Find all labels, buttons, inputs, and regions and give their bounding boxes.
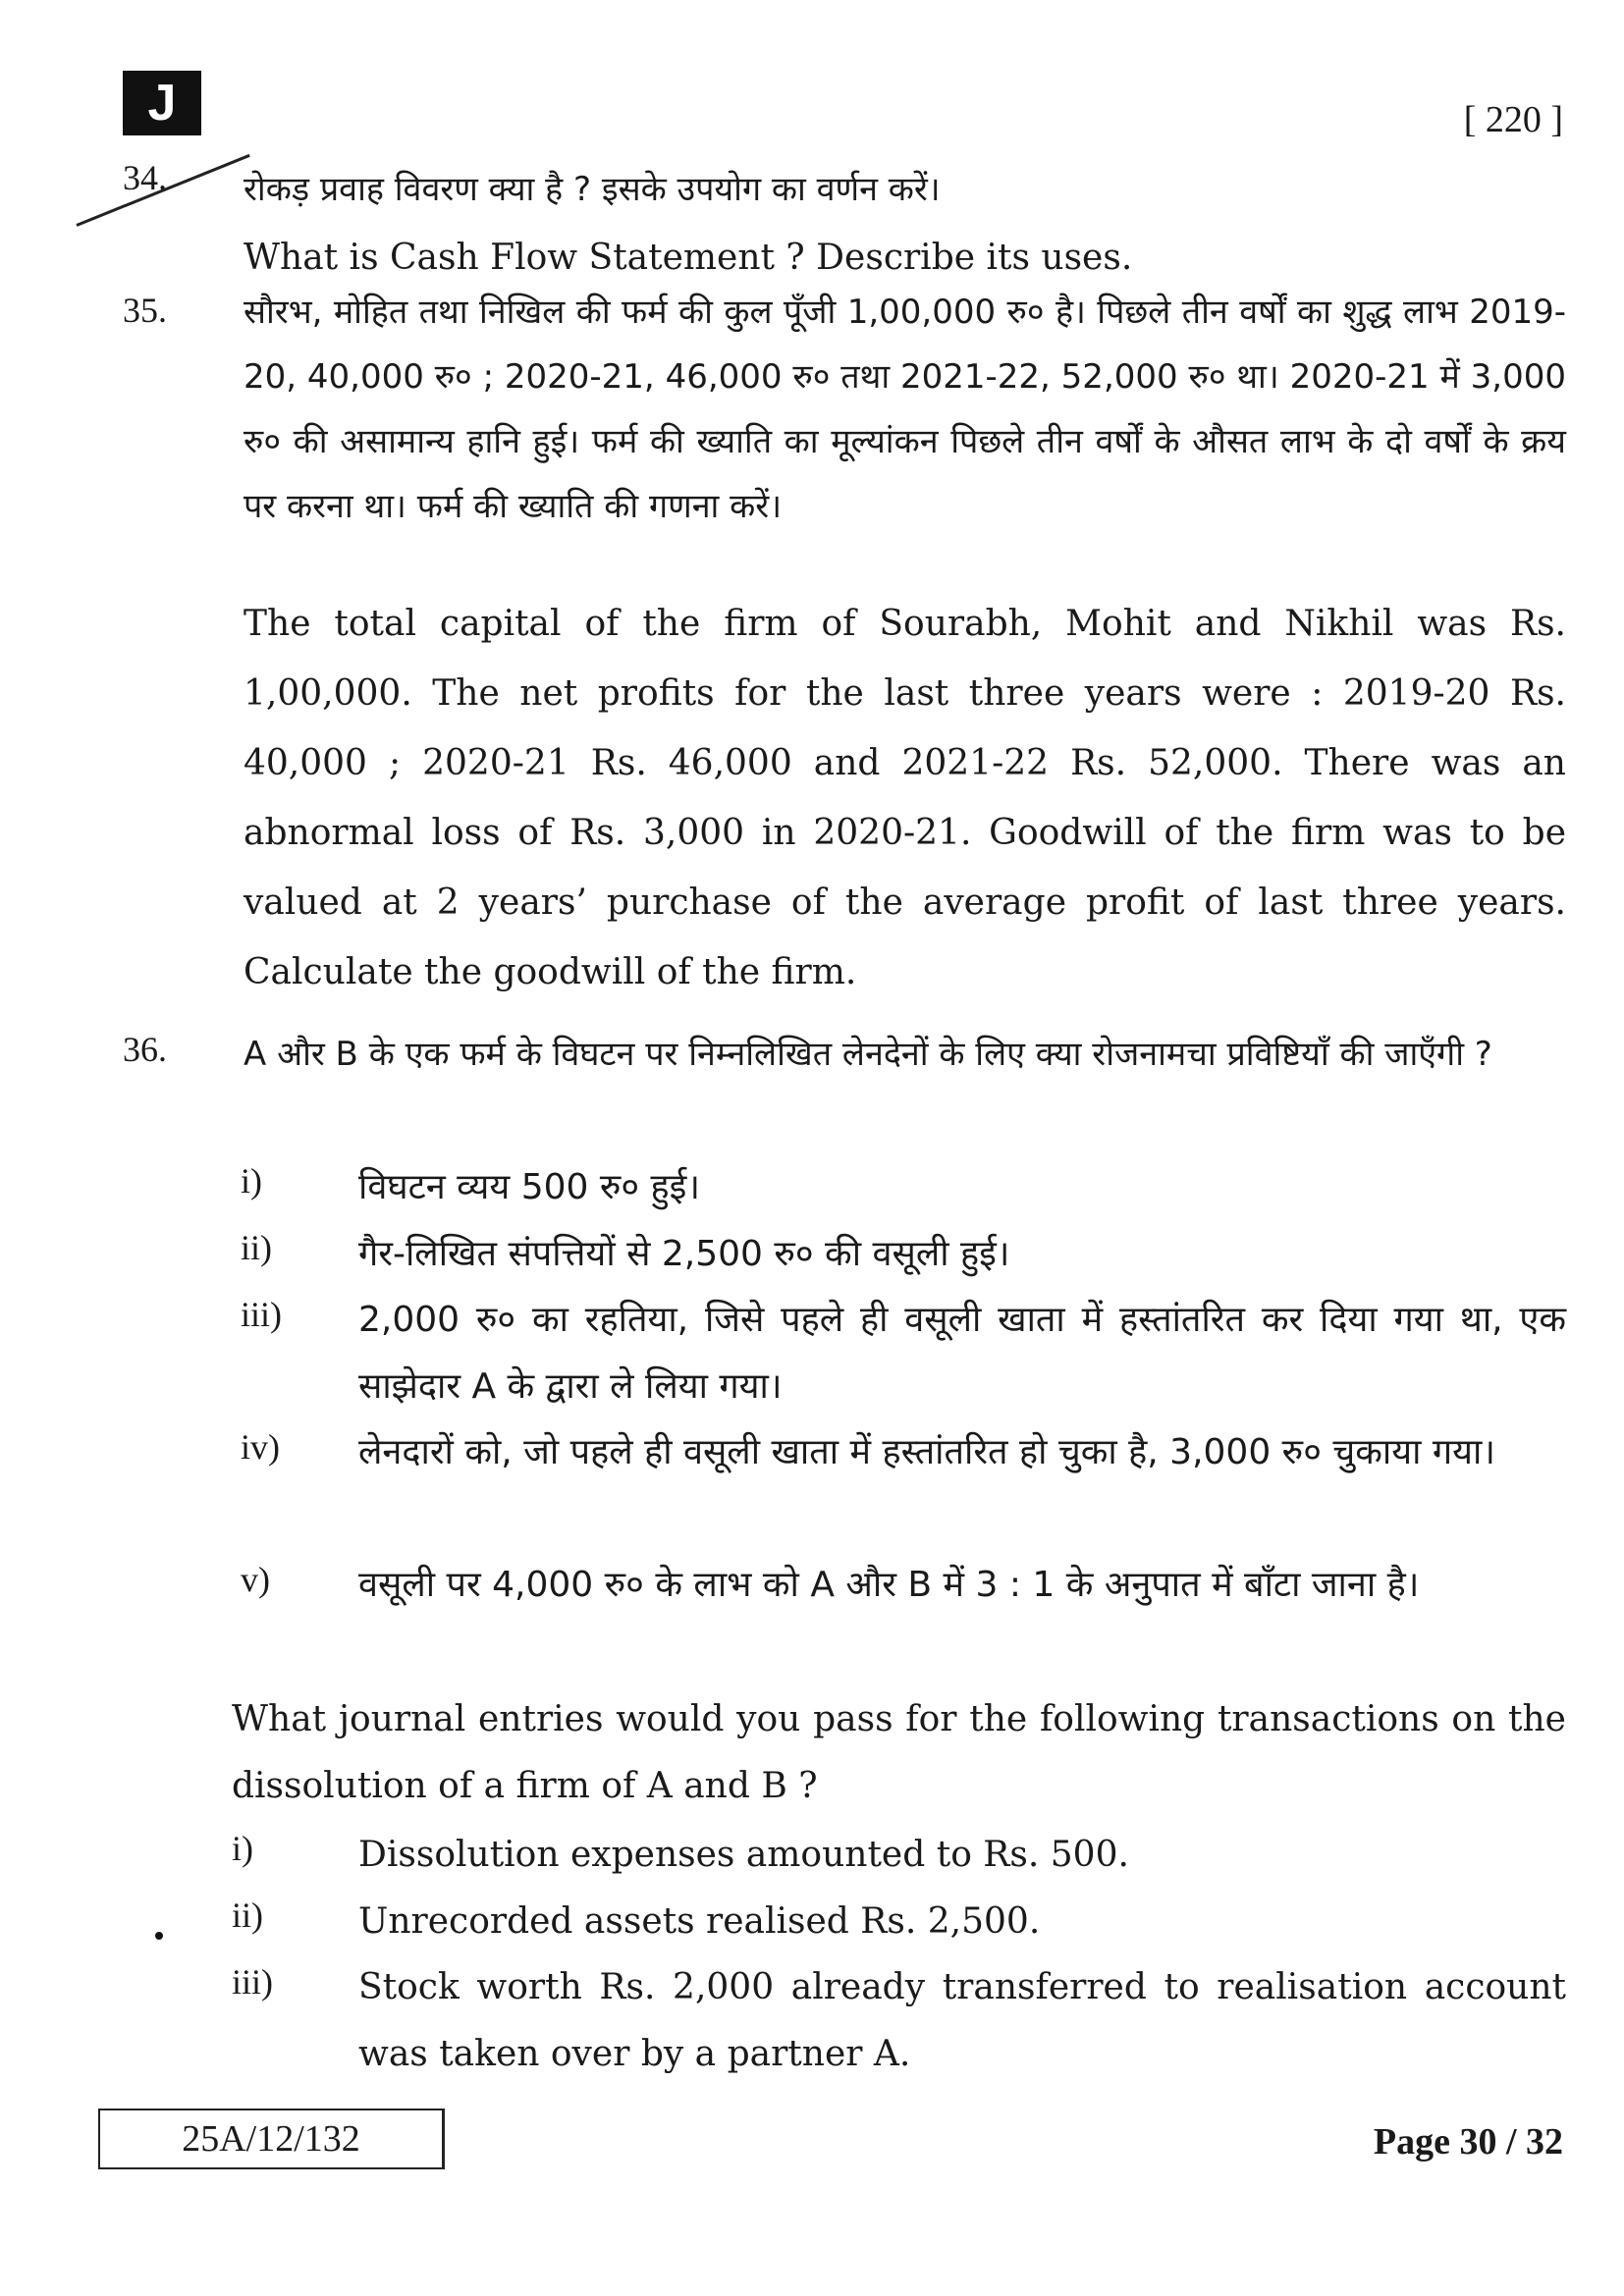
paper-code: 25A/12/132	[98, 2109, 445, 2169]
item-number: i)	[241, 1161, 262, 1201]
q35-english: The total capital of the firm of Sourabh, Mohit and Nikhil was Rs. 1,00,000. The net profits for the last three years were : 2019-20 Rs. 40,000 ; 2020-21 Rs. 46,000 and 2021-22 Rs. 52,000. There was an abnormal loss of Rs. 3,000 in 2020-21. Goodwill of the firm was to be valued at 2 years’ purchase of the average profit of last three years. Calculate the goodwill of the firm.	[244, 604, 1566, 992]
q36-hindi-item: 2,000 रु० का रहतिया, जिसे पहले ही वसूली खाता में हस्तांतरित कर दिया गया था, एक साझेदार A के द्वारा ले लिया गया।	[358, 1300, 1566, 1407]
question-number-36: 36.	[123, 1030, 167, 1069]
page-number: Page 30 / 32	[1373, 2121, 1563, 2163]
q36-english-item: Unrecorded assets realised Rs. 2,500.	[358, 1901, 1041, 1942]
item-number: iii)	[232, 1962, 273, 2002]
q36-hindi-item: गैर-लिखित संपत्तियों से 2,500 रु० की वसूली हुई।	[358, 1234, 1010, 1274]
item-number: ii)	[241, 1228, 272, 1267]
item-number: i)	[232, 1829, 253, 1868]
q36-hindi-item: विघटन व्यय 500 रु० हुई।	[358, 1167, 700, 1207]
q36-hindi: A और B के एक फर्म के विघटन पर निम्नलिखित लेनदेनों के लिए क्या रोजनामचा प्रविष्टियाँ की जाएँगी ?	[244, 1035, 1492, 1074]
question-number-34: 34.	[123, 158, 167, 197]
q36-hindi-item: वसूली पर 4,000 रु० के लाभ को A और B में 3 : 1 के अनुपात में बाँटा जाना है।	[358, 1565, 1420, 1605]
question-code: [ 220 ]	[1463, 99, 1563, 140]
q36-english-item: Dissolution expenses amounted to Rs. 500.	[358, 1835, 1129, 1875]
item-number: ii)	[232, 1896, 263, 1935]
q34-hindi: रोकड़ प्रवाह विवरण क्या है ? इसके उपयोग का वर्णन करें।	[244, 170, 941, 209]
set-label: J	[123, 71, 201, 135]
item-number: v)	[241, 1560, 270, 1599]
q36-english-item: Stock worth Rs. 2,000 already transferred to realisation account was taken over by a partner A.	[358, 1967, 1566, 2074]
q36-hindi-item: लेनदारों को, जो पहले ही वसूली खाता में हस्तांतरित हो चुका है, 3,000 रु० चुकाया गया।	[358, 1432, 1495, 1472]
q36-english: What journal entries would you pass for the following transactions on the dissolution of a firm of A and B ?	[232, 1699, 1566, 1806]
q34-english: What is Cash Flow Statement ? Describe its uses.	[244, 238, 1133, 278]
item-number: iv)	[241, 1427, 280, 1467]
item-number: iii)	[241, 1295, 282, 1334]
q35-hindi: सौरभ, मोहित तथा निखिल की फर्म की कुल पूँजी 1,00,000 रु० है। पिछले तीन वर्षों का शुद्ध लाभ 2019-20, 40,000 रु० ; 2020-21, 46,000 रु० तथा 2021-22, 52,000 रु० था। 2020-21 में 3,000 रु० की असामान्य हानि हुई। फर्म की ख्याति का मूल्यांकन पिछले तीन वर्षों के औसत लाभ के दो वर्षों के क्रय पर करना था। फर्म की ख्याति की गणना करें।	[244, 293, 1566, 526]
question-number-35: 35.	[123, 291, 167, 330]
stray-dot	[155, 1932, 163, 1940]
